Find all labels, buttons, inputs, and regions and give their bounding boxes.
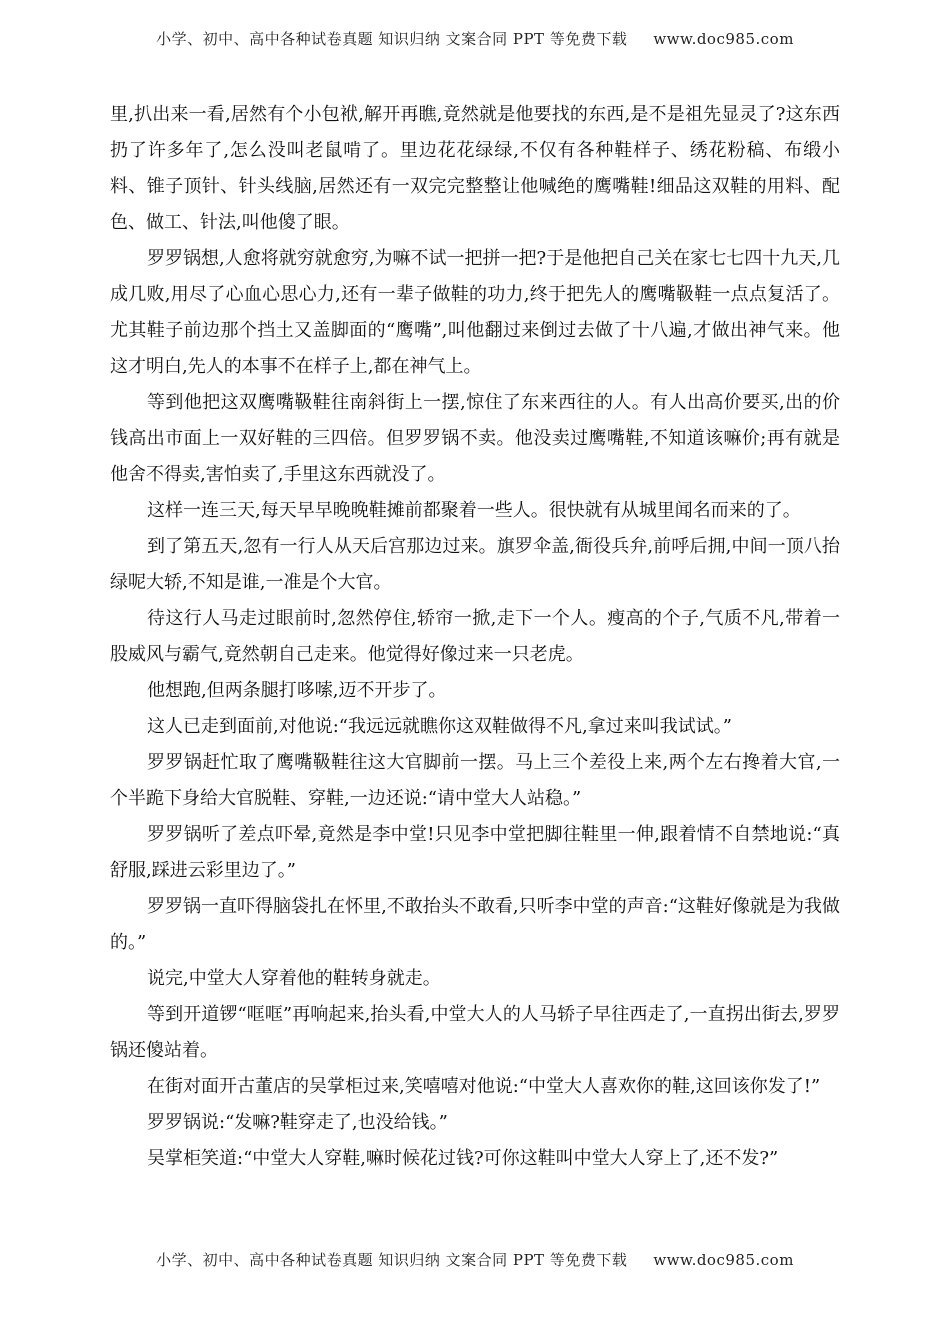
page-header [0,28,950,49]
paragraph: 罗罗锅想,人愈将就穷就愈穷,为嘛不试一把拼一把?于是他把自己关在家七七四十九天,几成几败,用尽了心血心思心力,还有一辈子做鞋的功力,终于把先人的鹰嘴靸鞋一点点复活了。尤其鞋子前边那个挡土又盖脚面的“鹰嘴”,叫他翻过来倒过去做了十八遍,才做出神气来。他这才明白,先人的本事不在样子上,都在神气上。 [110,248,840,377]
paragraph: 这样一连三天,每天早早晚晚鞋摊前都聚着一些人。很快就有从城里闻名而来的了。 [147,500,801,521]
page-footer [0,1249,950,1270]
paragraph: 罗罗锅说:“发嘛?鞋穿走了,也没给钱。” [147,1112,448,1133]
paragraph: 待这行人马走过眼前时,忽然停住,轿帘一掀,走下一个人。瘦高的个子,气质不凡,带着一股威风与霸气,竟然朝自己走来。他觉得好像过来一只老虎。 [110,608,840,665]
header-site-link[interactable]: www.doc985.com [653,30,794,48]
footer-site-link[interactable]: www.doc985.com [653,1251,794,1269]
paragraph: 罗罗锅一直吓得脑袋扎在怀里,不敢抬头不敢看,只听李中堂的声音:“这鞋好像就是为我做的。” [110,896,840,953]
paragraph: 这人已走到面前,对他说:“我远远就瞧你这双鞋做得不凡,拿过来叫我试试。” [147,716,732,737]
footer-text: 小学、初中、高中各种试卷真题 知识归纳 文案合同 PPT 等免费下载 [156,1251,628,1269]
paragraph: 等到开道锣“哐哐”再响起来,抬头看,中堂大人的人马轿子早往西走了,一直拐出街去,罗罗锅还傻站着。 [110,1004,840,1061]
paragraph: 吴掌柜笑道:“中堂大人穿鞋,嘛时候花过钱?可你这鞋叫中堂大人穿上了,还不发?” [147,1148,779,1169]
paragraph: 罗罗锅听了差点吓晕,竟然是李中堂!只见李中堂把脚往鞋里一伸,跟着情不自禁地说:“真舒服,踩进云彩里边了。” [110,824,840,881]
paragraph: 等到他把这双鹰嘴靸鞋往南斜街上一摆,惊住了东来西往的人。有人出高价要买,出的价钱高出市面上一双好鞋的三四倍。但罗罗锅不卖。他没卖过鹰嘴鞋,不知道该嘛价;再有就是他舍不得卖,害怕卖了,手里这东西就没了。 [110,392,840,485]
paragraph: 他想跑,但两条腿打哆嗦,迈不开步了。 [147,680,447,701]
article-body [110,97,840,1177]
header-text: 小学、初中、高中各种试卷真题 知识归纳 文案合同 PPT 等免费下载 [156,30,628,48]
paragraph: 到了第五天,忽有一行人从天后宫那边过来。旗罗伞盖,衙役兵弁,前呼后拥,中间一顶八抬绿呢大轿,不知是谁,一准是个大官。 [110,536,840,593]
paragraph: 在街对面开古董店的吴掌柜过来,笑嘻嘻对他说:“中堂大人喜欢你的鞋,这回该你发了!” [147,1076,821,1097]
paragraph: 说完,中堂大人穿着他的鞋转身就走。 [147,968,441,989]
paragraph: 里,扒出来一看,居然有个小包袱,解开再瞧,竟然就是他要找的东西,是不是祖先显灵了?这东西扔了许多年了,怎么没叫老鼠啃了。里边花花绿绿,不仅有各种鞋样子、绣花粉稿、布缎小料、锥子顶针、针头线脑,居然还有一双完完整整让他喊绝的鹰嘴鞋!细品这双鞋的用料、配色、做工、针法,叫他傻了眼。 [110,104,840,233]
paragraph: 罗罗锅赶忙取了鹰嘴靸鞋往这大官脚前一摆。马上三个差役上来,两个左右搀着大官,一个半跪下身给大官脱鞋、穿鞋,一边还说:“请中堂大人站稳。” [110,752,840,809]
